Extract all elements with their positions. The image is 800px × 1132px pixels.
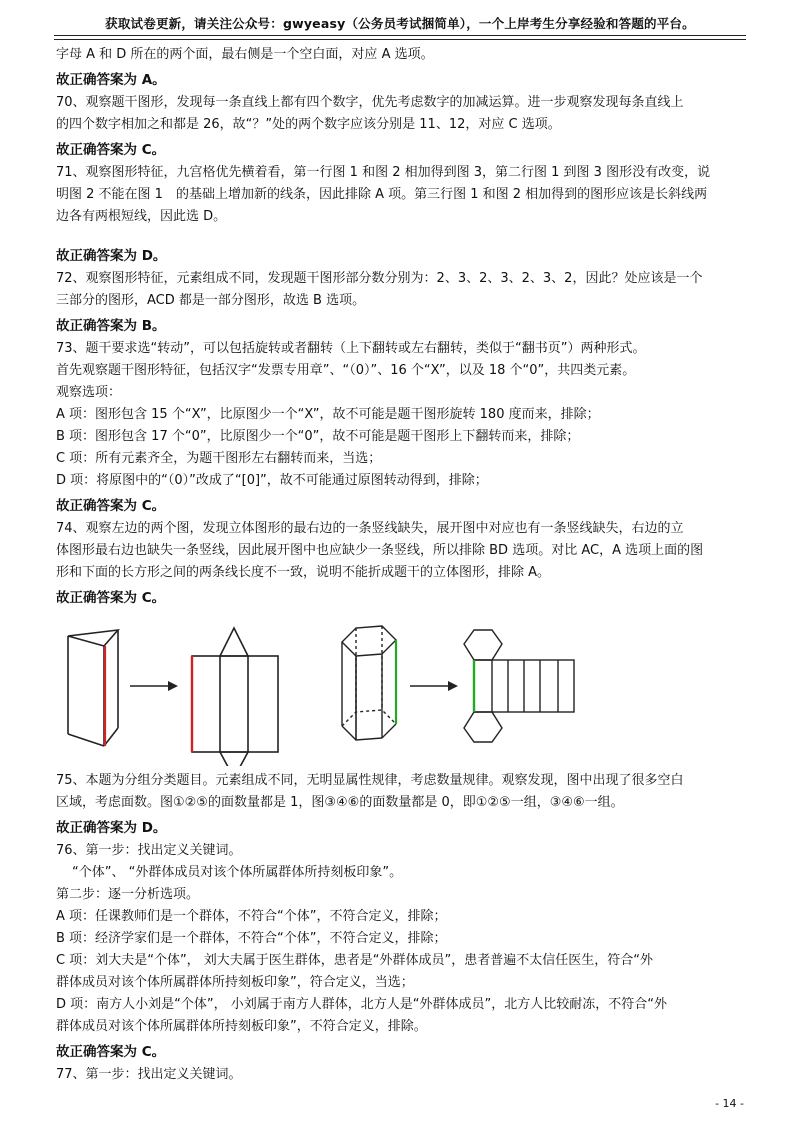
q74-text-2: 体图形最右边也缺失一条竖线，因此展开图中也应缺少一条竖线，所以排除 BD 选项。对比 AC，A 选项上面的图 (56, 543, 704, 558)
q69-answer: 故正确答案为 A。 (56, 72, 166, 88)
q73-option-b: B 项：图形包含 17 个“0”，比原图少一个“0”，故不可能是题干图形上下翻转而来，排除； (56, 429, 580, 444)
q76-text-3: 第二步：逐一分析选项。 (56, 887, 200, 902)
q76-option-c-1: C 项：刘大夫是“个体”， 刘大夫属于医生群体，患者是“外群体成员”，患者普遍不太信任医生，符合“外 (56, 953, 654, 968)
q70-text-2: 的四个数字相加之和都是 26，故“？”处的两个数字应该分别是 11、12，对应 C 选项。 (56, 117, 561, 132)
q71-text-2: 明图 2 不能在图 1 的基础上增加新的线条，因此排除 A 项。第三行图 1 和图 2 相加得到的图形应该是长斜线两 (56, 187, 708, 202)
q72-answer: 故正确答案为 B。 (56, 318, 166, 334)
header-divider (54, 35, 746, 40)
q76-keywords: “个体”、 “外群体成员对该个体所属群体所持刻板印象”。 (72, 865, 403, 880)
q75-answer: 故正确答案为 D。 (56, 820, 167, 836)
q72-text-1: 72、观察图形特征，元素组成不同，发现题干图形部分数分别为：2、3、2、3、2、3、2，因此？处应该是一个 (56, 271, 703, 286)
q73-answer: 故正确答案为 C。 (56, 498, 166, 514)
q74-text-1: 74、观察左边的两个图，发现立体图形的最右边的一条竖线缺失，展开图中对应也有一条竖线缺失，右边的立 (56, 521, 684, 536)
q76-option-d-1: D 项：南方人小刘是“个体”， 小刘属于南方人群体，北方人是“外群体成员”，北方人比较耐冻，不符合“外 (56, 997, 667, 1012)
q72-text-2: 三部分的图形，ACD 都是一部分图形，故选 B 选项。 (56, 293, 366, 308)
q71-text-3: 边各有两根短线，因此选 D。 (56, 209, 227, 224)
q76-text-1: 76、第一步：找出定义关键词。 (56, 843, 242, 858)
q71-answer: 故正确答案为 D。 (56, 248, 167, 264)
hexagonal-net-figure (464, 630, 574, 742)
q73-option-c: C 项：所有元素齐全，为题干图形左右翻转而来，当选； (56, 451, 382, 466)
q70-text-1: 70、观察题干图形，发现每一条直线上都有四个数字，优先考虑数字的加减运算。进一步观察发现每条直线上 (56, 95, 684, 110)
arrow-icon (130, 681, 178, 691)
q76-answer: 故正确答案为 C。 (56, 1044, 166, 1060)
q71-text-1: 71、观察图形特征，九宫格优先横着看，第一行图 1 和图 2 相加得到图 3，第二行图 1 到图 3 图形没有改变，说 (56, 165, 711, 180)
q73-option-a: A 项：图形包含 15 个“X”，比原图少一个“X”，故不可能是题干图形旋转 180 度而来，排除； (56, 407, 600, 422)
q73-text-1: 73、题干要求选“转动”，可以包括旋转或者翻转（上下翻转或左右翻转，类似于“翻书页”）两种形式。 (56, 341, 646, 356)
triangular-prism-figure (68, 630, 118, 746)
page-header: 获取试卷更新，请关注公众号：gwyeasy（公务员考试捆简单），一个上岸考生分享经验和答题的平台。 (105, 16, 695, 31)
page-content (56, 44, 746, 1086)
q69-text: 字母 A 和 D 所在的两个面，最右侧是一个空白面，对应 A 选项。 (56, 47, 434, 62)
q73-option-d: D 项：将原图中的“（0）”改成了“[0]”，故不可能通过原图转动得到，排除； (56, 473, 488, 488)
q76-option-c-2: 群体成员对该个体所属群体所持刻板印象”，符合定义，当选； (56, 975, 414, 990)
q75-text-2: 区域，考虑面数。图①②⑤的面数量都是 1，图③④⑥的面数量都是 0，即①②⑤一组，③④⑥一组。 (56, 795, 624, 810)
q73-text-3: 观察选项： (56, 385, 122, 400)
q75-text-1: 75、本题为分组分类题目。元素组成不同，无明显属性规律，考虑数量规律。观察发现，图中出现了很多空白 (56, 773, 684, 788)
q77-text-1: 77、第一步：找出定义关键词。 (56, 1067, 242, 1082)
q74-text-3: 形和下面的长方形之间的两条线长度不一致，说明不能折成题干的立体图形，排除 A。 (56, 565, 551, 580)
prism-net-figure (192, 628, 278, 766)
q76-option-b: B 项：经济学家们是一个群体，不符合“个体”，不符合定义，排除； (56, 931, 447, 946)
q76-option-d-2: 群体成员对该个体所属群体所持刻板印象”，不符合定义，排除。 (56, 1019, 427, 1034)
q70-answer: 故正确答案为 C。 (56, 142, 166, 158)
q73-text-2: 首先观察题干图形特征，包括汉字“发票专用章”、“（0）”、16 个“X”，以及 18 个“0”，共四类元素。 (56, 363, 636, 378)
q76-option-a: A 项：任课教师们是一个群体，不符合“个体”，不符合定义，排除； (56, 909, 447, 924)
hexagonal-prism-figure (342, 626, 396, 740)
q74-answer: 故正确答案为 C。 (56, 590, 166, 606)
q74-figure (56, 616, 746, 766)
page-number: - 14 - (715, 1097, 744, 1110)
arrow-icon (410, 681, 458, 691)
q74-figure-svg (56, 616, 746, 766)
